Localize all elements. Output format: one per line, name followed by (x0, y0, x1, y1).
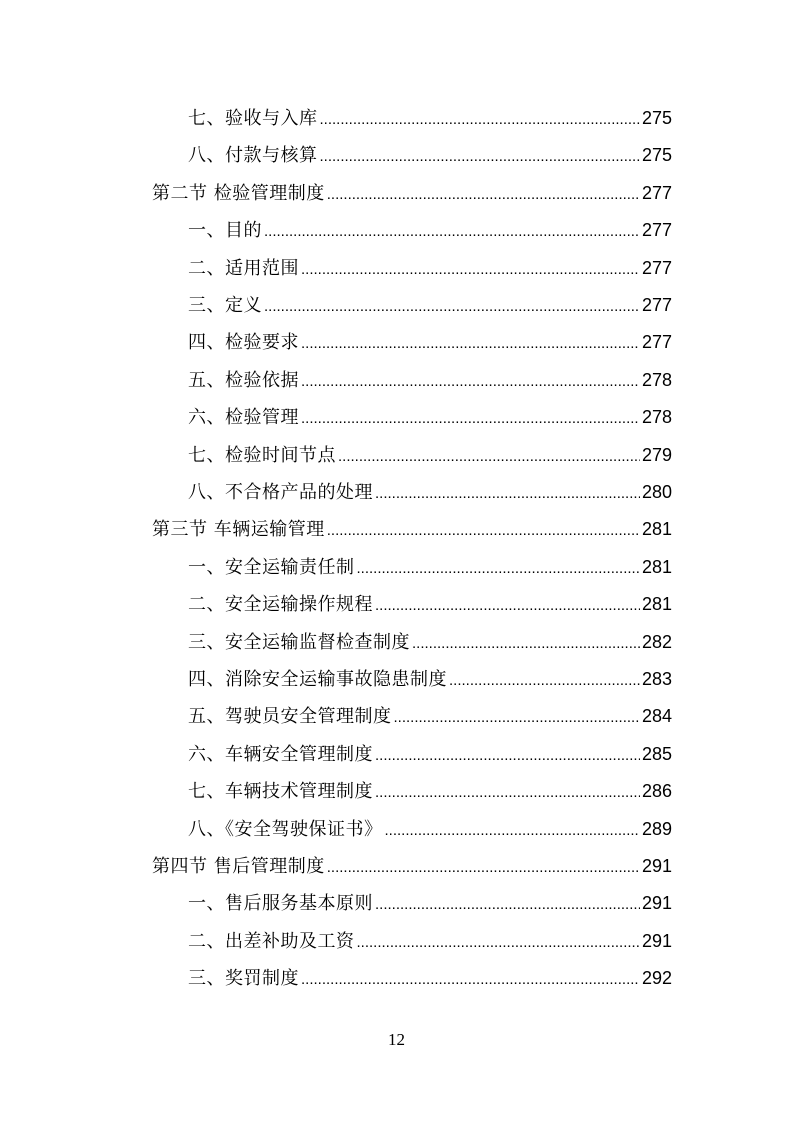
toc-subsection-entry[interactable] (188, 362, 672, 399)
toc-dot-leader (327, 849, 640, 886)
toc-dot-leader (301, 251, 640, 288)
toc-entry-page-number: 285 (641, 743, 672, 764)
toc-entry-label: 四、检验要求 (188, 332, 299, 354)
toc-entry-page-number: 279 (641, 444, 672, 465)
toc-subsection-entry[interactable] (188, 811, 672, 848)
toc-dot-leader (375, 475, 640, 512)
toc-entry-label: 八、付款与核算 (188, 145, 318, 167)
toc-entry-label: 五、驾驶员安全管理制度 (188, 706, 392, 728)
toc-entry-label: 三、安全运输监督检查制度 (188, 631, 410, 653)
toc-dot-leader (301, 363, 640, 400)
page-number: 12 (388, 1030, 405, 1049)
toc-entry-page-number: 275 (641, 145, 672, 166)
toc-subsection-entry[interactable] (188, 586, 672, 623)
toc-entry-page-number: 289 (641, 818, 672, 839)
toc-subsection-entry[interactable] (188, 960, 672, 997)
toc-entry-label: 七、验收与入库 (188, 108, 318, 129)
toc-entry-page-number: 284 (641, 706, 672, 727)
toc-subsection-entry[interactable] (188, 549, 672, 586)
toc-entry-label: 一、目的 (188, 220, 262, 242)
toc-subsection-entry[interactable] (188, 736, 672, 773)
toc-entry-label: 四、消除安全运输事故隐患制度 (188, 669, 447, 690)
toc-dot-leader (357, 924, 640, 961)
toc-entry-label: 六、车辆安全管理制度 (188, 743, 373, 765)
toc-subsection-entry[interactable] (188, 661, 672, 698)
toc-entry-label: 第三节 车辆运输管理 (152, 519, 325, 541)
toc-entry-page-number: 277 (641, 182, 672, 203)
toc-entry-label: 三、奖罚制度 (188, 968, 299, 990)
toc-entry-label: 五、检验依据 (188, 369, 299, 391)
toc-entry-page-number: 291 (641, 893, 672, 914)
toc-subsection-entry[interactable] (188, 474, 672, 511)
toc-entry-page-number: 283 (641, 669, 672, 689)
toc-dot-leader (357, 550, 640, 587)
toc-entry-page-number: 277 (641, 257, 672, 278)
toc-entry-label: 六、检验管理 (188, 407, 299, 429)
toc-entry-page-number: 277 (641, 220, 672, 241)
toc-section-entry[interactable] (152, 848, 672, 885)
toc-subsection-entry[interactable] (188, 624, 672, 661)
toc-dot-leader (264, 213, 640, 250)
toc-dot-leader (327, 512, 640, 549)
toc-subsection-entry[interactable] (188, 324, 672, 361)
toc-dot-leader (320, 101, 640, 138)
toc-dot-leader (301, 325, 640, 362)
toc-entry-page-number: 292 (641, 968, 672, 989)
toc-subsection-entry[interactable] (188, 698, 672, 735)
toc-subsection-entry[interactable] (188, 100, 672, 137)
toc-dot-leader (394, 699, 640, 736)
toc-entry-page-number: 291 (641, 930, 672, 951)
toc-dot-leader (301, 961, 640, 998)
toc-dot-leader (338, 438, 640, 475)
toc-entry-page-number: 278 (641, 369, 672, 390)
toc-entry-page-number: 277 (641, 332, 672, 353)
toc-subsection-entry[interactable] (188, 212, 672, 249)
toc-dot-leader (301, 400, 640, 437)
toc-entry-label: 七、车辆技术管理制度 (188, 781, 373, 803)
toc-entry-label: 七、检验时间节点 (188, 444, 336, 466)
toc-entry-label: 一、售后服务基本原则 (188, 893, 373, 915)
toc-entry-page-number: 282 (641, 631, 672, 652)
toc-subsection-entry[interactable] (188, 399, 672, 436)
toc-entry-page-number: 277 (641, 295, 672, 315)
toc-entry-label: 八、《安全驾驶保证书》 (188, 818, 383, 840)
toc-entry-page-number: 278 (641, 407, 672, 428)
toc-entry-page-number: 281 (641, 556, 672, 577)
toc-dot-leader (375, 737, 640, 774)
toc-entry-label: 第四节 售后管理制度 (152, 856, 325, 877)
toc-dot-leader (385, 812, 640, 849)
toc-subsection-entry[interactable] (188, 923, 672, 960)
toc-dot-leader (320, 138, 640, 175)
toc-dot-leader (375, 774, 640, 811)
toc-dot-leader (449, 662, 640, 699)
toc-entry-label: 一、安全运输责任制 (188, 556, 355, 578)
toc-dot-leader (412, 625, 640, 662)
toc-section-entry[interactable] (152, 511, 672, 548)
toc-entry-page-number: 286 (641, 781, 672, 802)
toc-dot-leader (375, 587, 640, 624)
toc-subsection-entry[interactable] (188, 437, 672, 474)
toc-section-entry[interactable] (152, 175, 672, 212)
toc-entry-page-number: 275 (641, 108, 672, 128)
toc-entry-label: 二、安全运输操作规程 (188, 594, 373, 616)
toc-entry-page-number: 281 (641, 519, 672, 540)
toc-dot-leader (264, 288, 640, 325)
toc-subsection-entry[interactable] (188, 137, 672, 174)
toc-dot-leader (375, 886, 640, 923)
toc-entry-label: 三、定义 (188, 295, 262, 316)
toc-dot-leader (327, 176, 640, 213)
toc-entry-label: 二、出差补助及工资 (188, 930, 355, 952)
toc-subsection-entry[interactable] (188, 885, 672, 922)
toc-entry-page-number: 281 (641, 594, 672, 615)
toc-subsection-entry[interactable] (188, 287, 672, 324)
toc-subsection-entry[interactable] (188, 773, 672, 810)
toc-entry-label: 二、适用范围 (188, 257, 299, 279)
toc-subsection-entry[interactable] (188, 250, 672, 287)
toc-entry-label: 第二节 检验管理制度 (152, 182, 325, 204)
toc-entry-page-number: 291 (641, 856, 672, 876)
toc-entry-label: 八、不合格产品的处理 (188, 482, 373, 503)
toc-entry-page-number: 280 (641, 482, 672, 502)
